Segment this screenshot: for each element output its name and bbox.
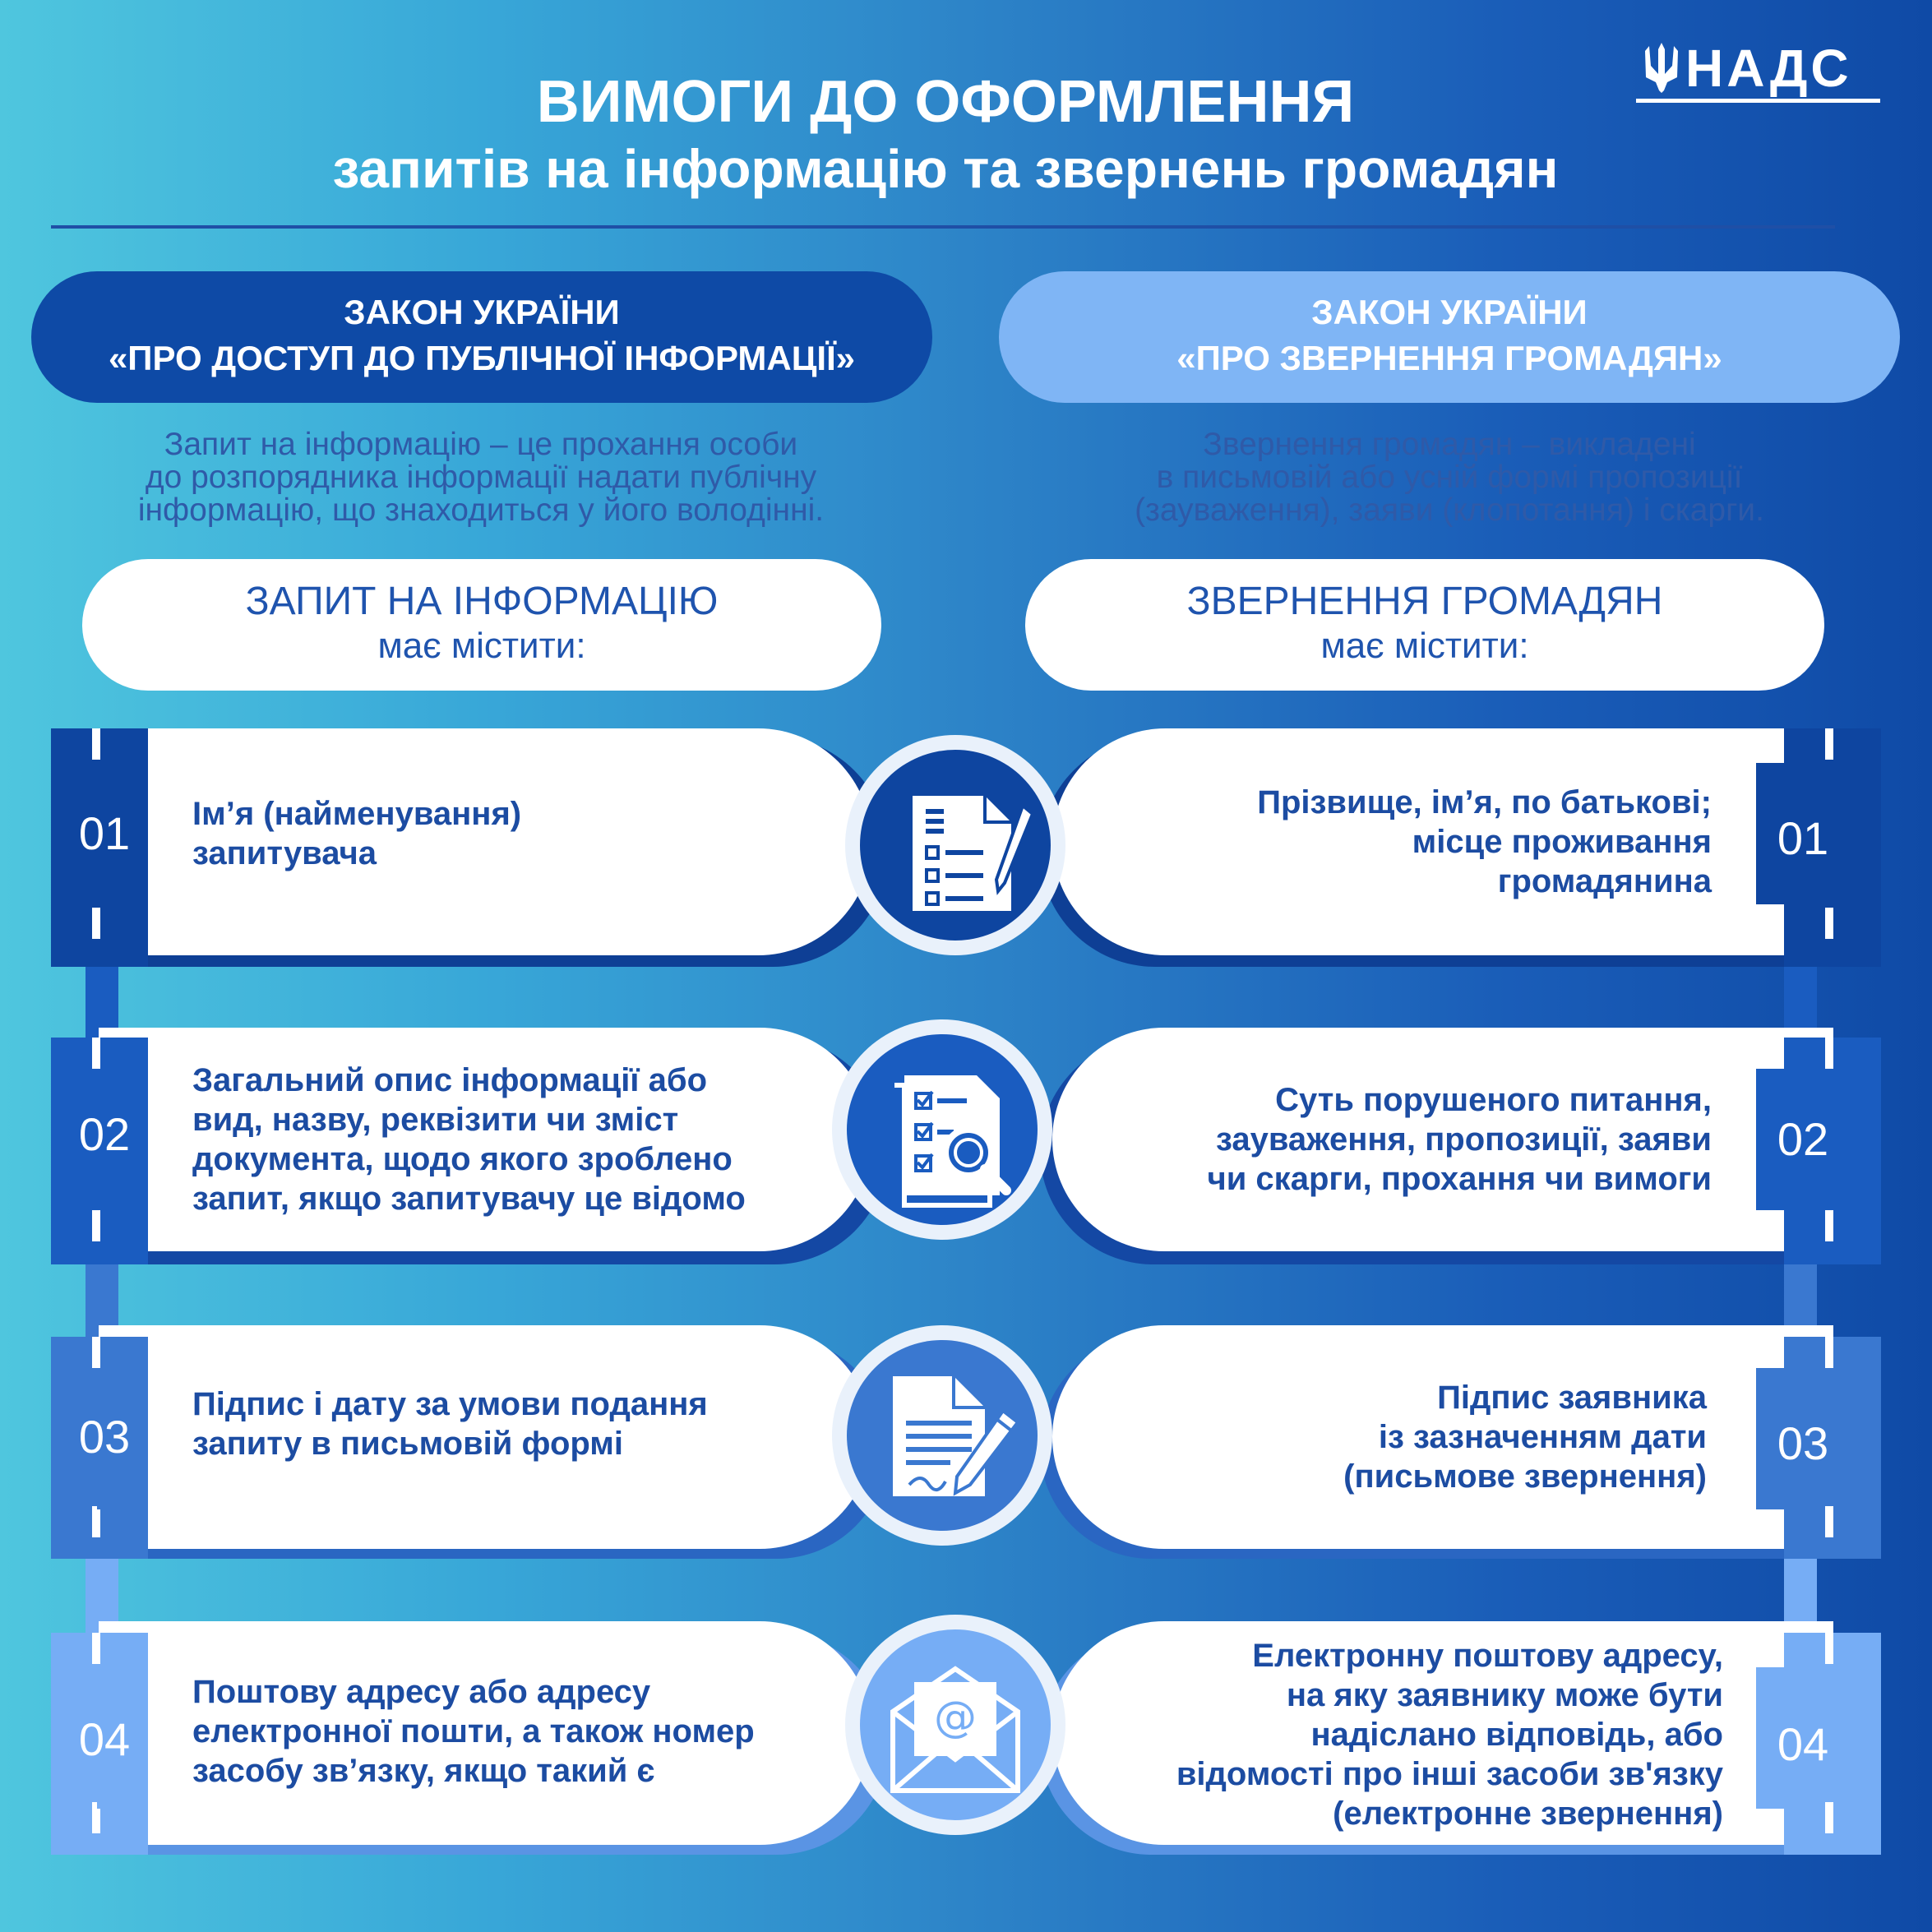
title-divider [51, 225, 1835, 229]
logo-text: НАДС [1685, 39, 1852, 98]
must-contain-subtitle: має містити: [377, 626, 586, 666]
definition-line: (зауваження), заяви (клопотання) і скарги. [1135, 492, 1764, 528]
definition-line: Запит на інформацію – це прохання особи [164, 427, 798, 462]
svg-text:@: @ [934, 1693, 977, 1742]
checklist-search-icon [847, 1034, 1038, 1225]
page-subtitle: запитів на інформацію та звернень громадян [332, 138, 1559, 199]
checklist-pen-icon [860, 750, 1051, 941]
email-envelope-icon [860, 1629, 1051, 1820]
definition-info-request [49, 428, 913, 527]
item-line: із зазначенням дати [1378, 1419, 1707, 1455]
definition-citizens-appeal [999, 428, 1900, 527]
item-number: 01 [78, 807, 131, 859]
item-line: на яку заявнику може бути [1286, 1677, 1723, 1713]
item-number: 03 [78, 1411, 131, 1463]
item-number: 03 [1777, 1417, 1829, 1469]
item-line: місце проживання [1412, 824, 1712, 860]
item-line: (письмове звернення) [1343, 1458, 1707, 1495]
must-contain-citizens-appeal [1025, 559, 1824, 691]
law-header-line1: ЗАКОН УКРАЇНИ [344, 293, 620, 331]
item-line: Ім’я (найменування) [192, 796, 522, 832]
item-line: електронної пошти, а також номер [192, 1713, 755, 1749]
law-header-line2: «ПРО ЗВЕРНЕННЯ ГРОМАДЯН» [1176, 339, 1722, 377]
item-line: чи скарги, прохання чи вимоги [1207, 1161, 1712, 1197]
right-item-01-text [1069, 783, 1712, 901]
item-number: 04 [78, 1713, 131, 1765]
definition-line: до розпорядника інформації надати публічну [145, 460, 817, 495]
item-number: 02 [78, 1108, 131, 1160]
item-line: Електронну поштову адресу, [1252, 1638, 1723, 1674]
item-line: запиту в письмовій формі [192, 1426, 624, 1462]
item-line: Підпис заявника [1437, 1380, 1707, 1416]
definition-line: інформацію, що знаходиться у його володінні. [137, 492, 825, 528]
left-item-03-text [192, 1384, 850, 1463]
item-line: документа, щодо якого зроблено [192, 1141, 733, 1177]
left-item-02-text [192, 1061, 850, 1218]
item-line: вид, назву, реквізити чи зміст [192, 1102, 679, 1138]
item-line: зауваження, пропозиції, заяви [1216, 1121, 1712, 1158]
right-item-04-text [1061, 1636, 1723, 1833]
law-header-line1: ЗАКОН УКРАЇНИ [1311, 293, 1588, 331]
item-line: засобу зв’язку, якщо такий є [192, 1753, 655, 1789]
item-line: громадянина [1497, 863, 1712, 899]
must-contain-subtitle: має містити: [1320, 626, 1529, 666]
page-title: ВИМОГИ ДО ОФОРМЛЕННЯ [536, 69, 1355, 135]
definition-line: в письмовій або усній формі пропозиції [1156, 460, 1743, 495]
item-line: Суть порушеного питання, [1275, 1082, 1712, 1118]
law-header-line2: «ПРО ДОСТУП ДО ПУБЛІЧНОЇ ІНФОРМАЦІЇ» [108, 339, 856, 377]
item-line: Прізвище, ім’я, по батькові; [1257, 784, 1712, 820]
item-number: 01 [1777, 812, 1829, 864]
item-line: Поштову адресу або адресу [192, 1674, 651, 1710]
must-contain-title: ЗВЕРНЕННЯ ГРОМАДЯН [1186, 580, 1663, 623]
left-item-04-text [192, 1672, 867, 1791]
item-line: запитувача [192, 835, 377, 871]
document-sign-icon [847, 1340, 1038, 1531]
item-line: надіслано відповідь, або [1310, 1717, 1723, 1753]
item-number: 02 [1777, 1113, 1829, 1165]
item-line: запит, якщо запитувачу це відомо [192, 1181, 746, 1217]
item-line: відомості про інші засоби зв'язку [1176, 1756, 1723, 1792]
item-line: Підпис і дату за умови подання [192, 1386, 708, 1422]
must-contain-title: ЗАПИТ НА ІНФОРМАЦІЮ [245, 580, 719, 623]
law-header-public-info [31, 271, 932, 403]
right-item-02-text [1069, 1080, 1712, 1199]
law-header-citizens-appeals [999, 271, 1900, 403]
item-line: Загальний опис інформації або [192, 1062, 708, 1098]
definition-line: Звернення громадян – викладені [1203, 427, 1696, 462]
right-item-03-text [1069, 1378, 1707, 1496]
left-item-01-text [192, 794, 850, 873]
item-number: 04 [1777, 1718, 1829, 1770]
must-contain-info-request [82, 559, 881, 691]
item-line: (електронне звернення) [1333, 1796, 1723, 1832]
